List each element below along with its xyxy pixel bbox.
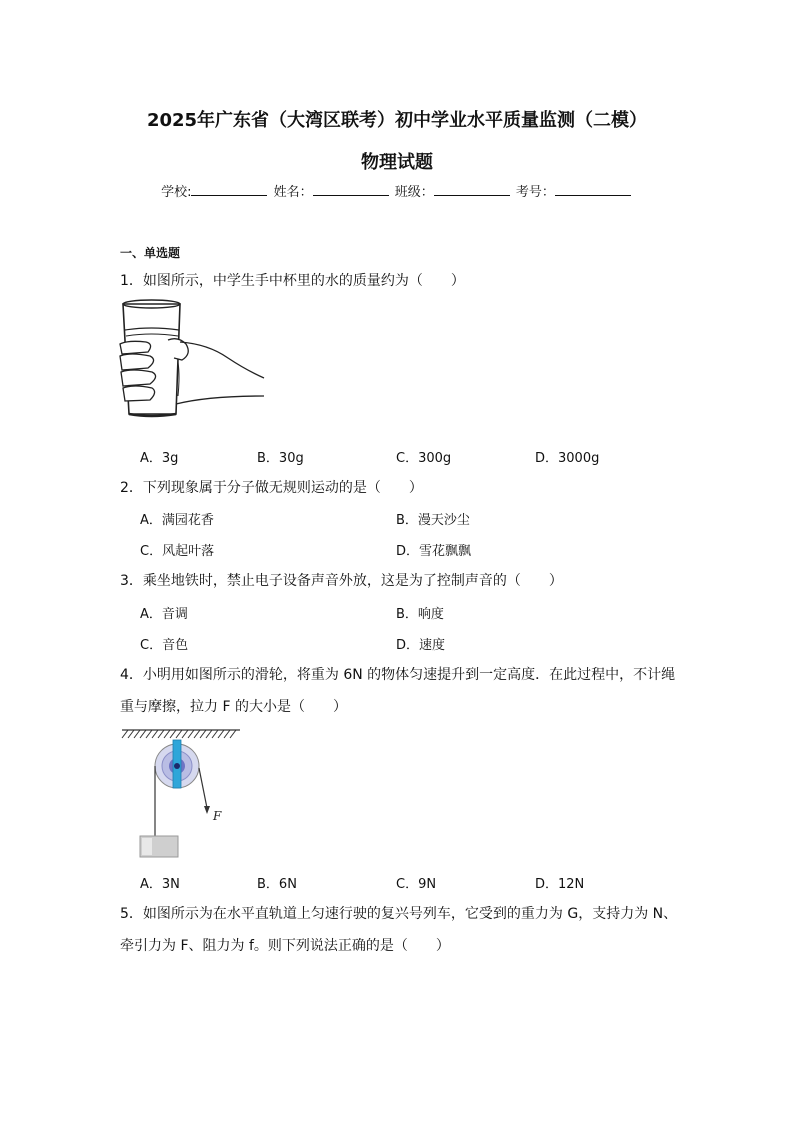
question-3-stem: 3．乘坐地铁时，禁止电子设备声音外放，这是为了控制声音的（ ） — [120, 573, 563, 589]
question-5-stem-line-1: 5．如图所示为在水平直轨道上匀速行驶的复兴号列车，它受到的重力为 G，支持力为 N、 — [120, 906, 678, 922]
question-1-option-a[interactable]: A．3g — [140, 451, 179, 466]
question-4-option-d[interactable]: D．12N — [535, 877, 585, 892]
question-2-stem: 2．下列现象属于分子做无规则运动的是（ ） — [120, 480, 423, 496]
question-2-option-d[interactable]: D．雪花飘飘 — [396, 544, 472, 559]
school-blank — [191, 183, 267, 196]
question-2-option-c[interactable]: C．风起叶落 — [140, 544, 215, 559]
exam-number-blank — [555, 183, 631, 196]
question-3-option-a[interactable]: A．音调 — [140, 607, 188, 622]
cup-in-hand-figure — [118, 296, 268, 431]
class-label: 班级： — [394, 185, 434, 200]
question-3-option-d[interactable]: D．速度 — [396, 638, 446, 653]
class-blank — [434, 183, 510, 196]
question-2-option-a[interactable]: A．满园花香 — [140, 513, 214, 528]
question-4-option-b[interactable]: B．6N — [257, 877, 297, 892]
question-5-stem-line-2: 牵引力为 F、阻力为 f。则下列说法正确的是（ ） — [120, 938, 450, 954]
question-3-option-c[interactable]: C．音色 — [140, 638, 189, 653]
question-1-option-b[interactable]: B．30g — [257, 451, 304, 466]
question-4-option-c[interactable]: C．9N — [396, 877, 437, 892]
question-1-option-d[interactable]: D．3000g — [535, 451, 600, 466]
question-4-stem-line-2: 重与摩擦，拉力 F 的大小是（ ） — [120, 699, 347, 715]
pulley-figure — [118, 726, 248, 861]
question-4-option-a[interactable]: A．3N — [140, 877, 180, 892]
force-label: F — [213, 809, 222, 823]
question-4-stem-line-1: 4．小明用如图所示的滑轮，将重为 6N 的物体匀速提升到一定高度．在此过程中，不计绳 — [120, 667, 676, 683]
exam-subtitle: 物理试题 — [361, 152, 433, 173]
school-label: 学校: — [161, 185, 192, 200]
student-info-line — [0, 181, 794, 200]
name-label: 姓名： — [273, 185, 313, 200]
section-heading: 一、单选题 — [120, 246, 181, 260]
question-2-option-b[interactable]: B．漫天沙尘 — [396, 513, 470, 528]
question-3-option-b[interactable]: B．响度 — [396, 607, 444, 622]
exam-number-label: 考号： — [515, 185, 555, 200]
question-1-option-c[interactable]: C．300g — [396, 451, 452, 466]
question-1-stem: 1．如图所示，中学生手中杯里的水的质量约为（ ） — [120, 273, 465, 289]
exam-title: 2025年广东省（大湾区联考）初中学业水平质量监测（二模） — [146, 110, 648, 131]
name-blank — [313, 183, 389, 196]
